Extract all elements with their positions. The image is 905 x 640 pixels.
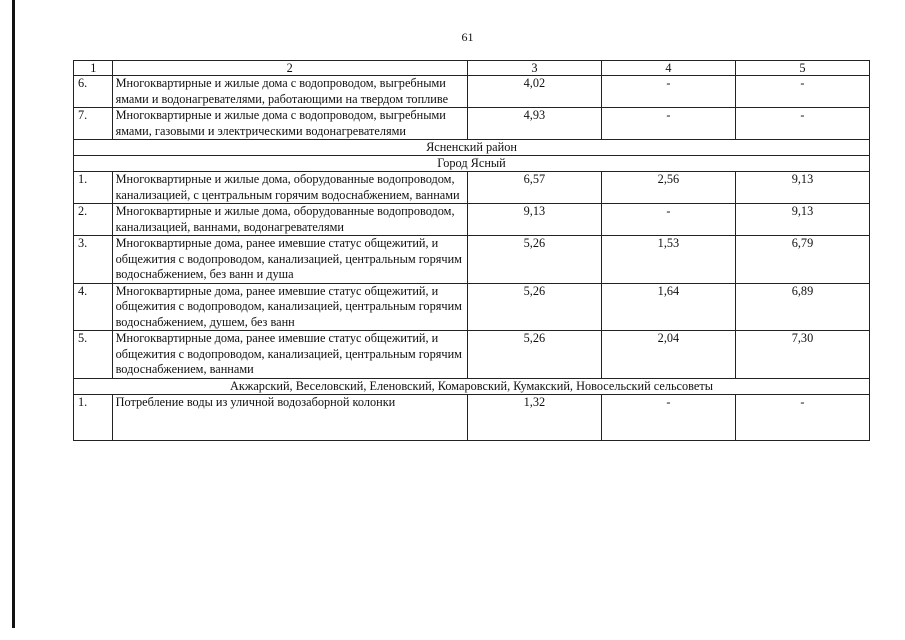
- section-title: Акжарский, Веселовский, Еленовский, Комаровский, Кумакский, Новосельский сельсоветы: [74, 378, 870, 394]
- header-cell: 2: [112, 61, 467, 76]
- row-number: 7.: [74, 108, 113, 140]
- value-col3: 5,26: [467, 331, 601, 379]
- row-number: 5.: [74, 331, 113, 379]
- table-row: [74, 108, 870, 140]
- page-number: 61: [461, 30, 474, 44]
- row-description: Многоквартирные дома, ранее имевшие статус общежитий, и общежития с водопроводом, канализацией, центральным горячим водоснабжением, душем, без ванн: [112, 283, 467, 331]
- header-cell: 1: [74, 61, 113, 76]
- section-title: Город Ясный: [74, 156, 870, 172]
- row-description: Многоквартирные и жилые дома, оборудованные водопроводом, канализацией, ваннами, водонагревателями: [112, 204, 467, 236]
- value-col3: 5,26: [467, 283, 601, 331]
- value-col5: 6,89: [735, 283, 869, 331]
- value-col5: 7,30: [735, 331, 869, 379]
- row-description: Многоквартирные дома, ранее имевшие статус общежитий, и общежития с водопроводом, канализацией, центральным горячим водоснабжением, ваннами: [112, 331, 467, 379]
- header-cell: 3: [467, 61, 601, 76]
- row-description: Многоквартирные дома, ранее имевшие статус общежитий, и общежития с водопроводом, канализацией, центральным горячим водоснабжением, без ванн и душа: [112, 236, 467, 284]
- value-col4: -: [601, 76, 735, 108]
- header-row: [74, 61, 870, 76]
- value-col4: 1,53: [601, 236, 735, 284]
- value-col4: -: [601, 394, 735, 440]
- value-col4: -: [601, 108, 735, 140]
- value-col3: 9,13: [467, 204, 601, 236]
- section-row: [74, 378, 870, 394]
- table-row: [74, 283, 870, 331]
- value-col4: 1,64: [601, 283, 735, 331]
- value-col5: -: [735, 108, 869, 140]
- header-cell: 4: [601, 61, 735, 76]
- value-col4: 2,56: [601, 172, 735, 204]
- table-row: [74, 76, 870, 108]
- value-col4: 2,04: [601, 331, 735, 379]
- row-description: Многоквартирные и жилые дома, оборудованные водопроводом, канализацией, с центральным горячим водоснабжением, ваннами: [112, 172, 467, 204]
- row-number: 3.: [74, 236, 113, 284]
- header-cell: 5: [735, 61, 869, 76]
- row-number: 1.: [74, 394, 113, 440]
- value-col5: 9,13: [735, 172, 869, 204]
- row-description: Потребление воды из уличной водозаборной колонки: [112, 394, 467, 440]
- value-col5: 6,79: [735, 236, 869, 284]
- tariff-table: [73, 60, 870, 441]
- section-row: [74, 140, 870, 156]
- row-number: 1.: [74, 172, 113, 204]
- value-col3: 1,32: [467, 394, 601, 440]
- value-col5: -: [735, 394, 869, 440]
- row-number: 4.: [74, 283, 113, 331]
- table-row: [74, 204, 870, 236]
- section-row: [74, 156, 870, 172]
- table-row: [74, 172, 870, 204]
- value-col5: -: [735, 76, 869, 108]
- row-description: Многоквартирные и жилые дома с водопроводом, выгребными ямами и водонагревателями, работающими на твердом топливе: [112, 76, 467, 108]
- value-col3: 4,02: [467, 76, 601, 108]
- row-number: 2.: [74, 204, 113, 236]
- scan-edge-bar: [12, 0, 15, 628]
- row-number: 6.: [74, 76, 113, 108]
- value-col5: 9,13: [735, 204, 869, 236]
- table-row: [74, 331, 870, 379]
- table-row: [74, 236, 870, 284]
- value-col3: 5,26: [467, 236, 601, 284]
- row-description: Многоквартирные и жилые дома с водопроводом, выгребными ямами, газовыми и электрическими водонагревателями: [112, 108, 467, 140]
- table-row: [74, 394, 870, 440]
- value-col4: -: [601, 204, 735, 236]
- value-col3: 6,57: [467, 172, 601, 204]
- value-col3: 4,93: [467, 108, 601, 140]
- section-title: Ясненский район: [74, 140, 870, 156]
